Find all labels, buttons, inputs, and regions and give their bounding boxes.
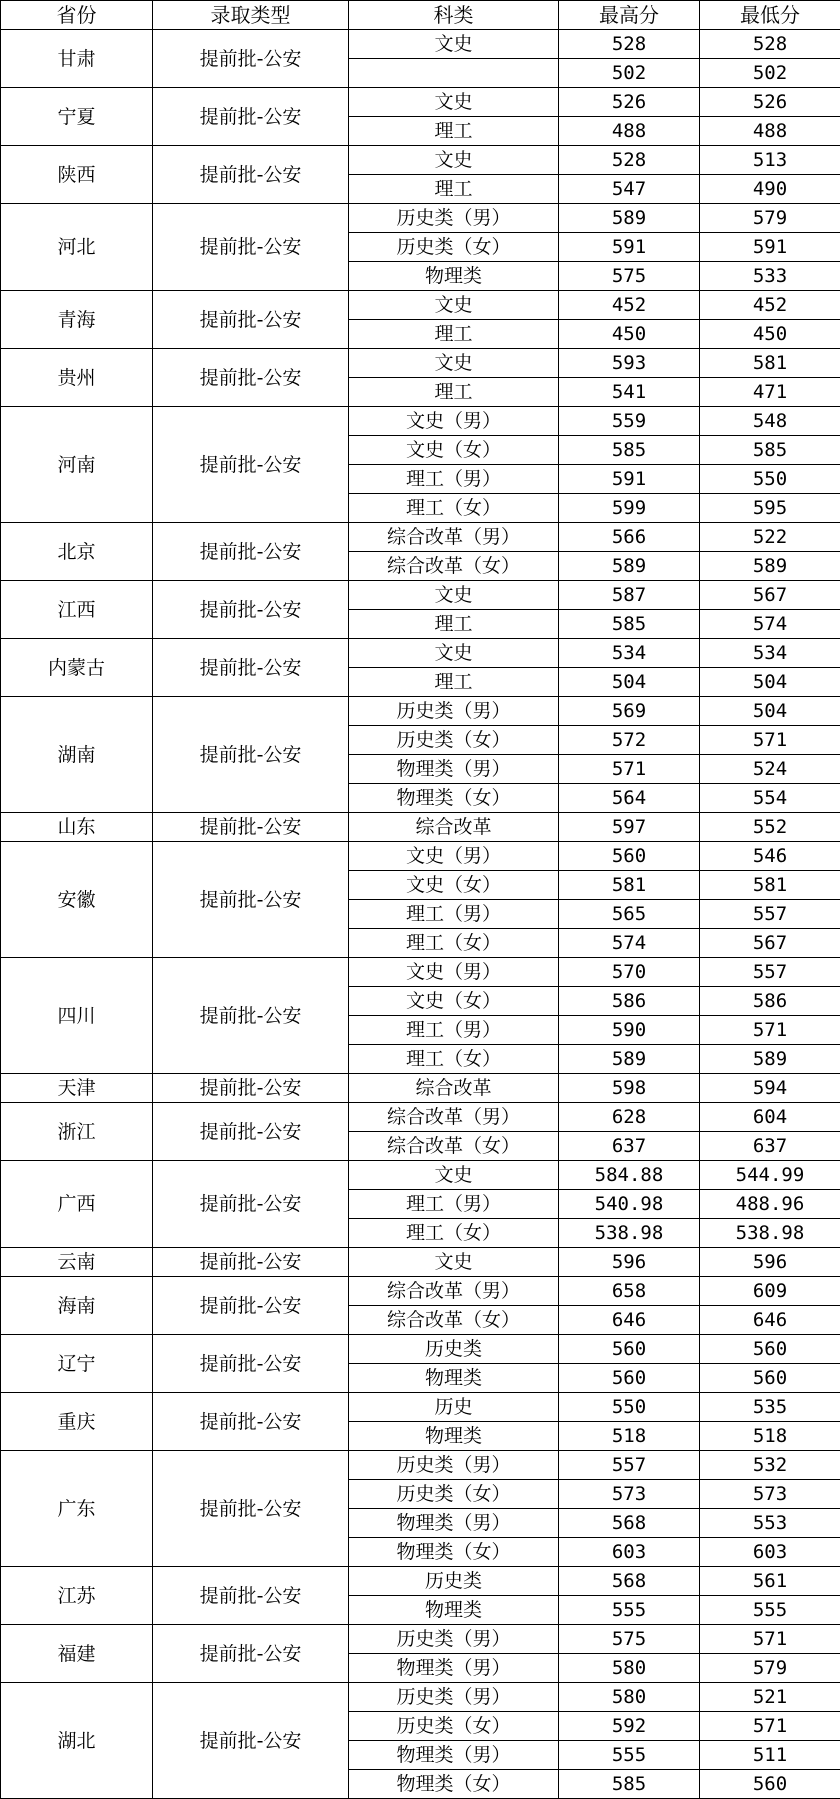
max-score-cell: 591: [559, 465, 700, 494]
subject-cell: 理工: [349, 610, 559, 639]
max-score-cell: 574: [559, 929, 700, 958]
subject-cell: 综合改革（男）: [349, 1277, 559, 1306]
min-score-cell: 574: [700, 610, 840, 639]
admission-type-cell: 提前批-公安: [153, 1103, 349, 1161]
min-score-cell: 504: [700, 697, 840, 726]
max-score-cell: 570: [559, 958, 700, 987]
admission-type-cell: 提前批-公安: [153, 146, 349, 204]
max-score-cell: 580: [559, 1683, 700, 1712]
subject-cell: 历史类（女）: [349, 233, 559, 262]
subject-cell: 理工（男）: [349, 1016, 559, 1045]
province-cell: 天津: [1, 1074, 153, 1103]
table-row: [1, 204, 840, 233]
min-score-cell: 594: [700, 1074, 840, 1103]
subject-cell: 文史（女）: [349, 871, 559, 900]
province-cell: 湖北: [1, 1683, 153, 1799]
max-score-cell: 547: [559, 175, 700, 204]
min-score-cell: 555: [700, 1596, 840, 1625]
table-row: [1, 697, 840, 726]
min-score-cell: 579: [700, 1654, 840, 1683]
min-score-cell: 591: [700, 233, 840, 262]
max-score-cell: 559: [559, 407, 700, 436]
min-score-cell: 603: [700, 1538, 840, 1567]
table-row: [1, 639, 840, 668]
subject-cell: 理工（男）: [349, 900, 559, 929]
subject-cell: 理工: [349, 175, 559, 204]
subject-cell: 历史类（女）: [349, 1712, 559, 1741]
subject-cell: 综合改革: [349, 813, 559, 842]
subject-cell: 综合改革（男）: [349, 523, 559, 552]
min-score-cell: 471: [700, 378, 840, 407]
admission-type-cell: 提前批-公安: [153, 88, 349, 146]
subject-cell: [349, 59, 559, 88]
admission-type-cell: 提前批-公安: [153, 1277, 349, 1335]
min-score-cell: 571: [700, 1712, 840, 1741]
max-score-cell: 587: [559, 581, 700, 610]
min-score-cell: 560: [700, 1770, 840, 1799]
max-score-cell: 534: [559, 639, 700, 668]
max-score-cell: 628: [559, 1103, 700, 1132]
min-score-cell: 573: [700, 1480, 840, 1509]
max-score-cell: 573: [559, 1480, 700, 1509]
province-cell: 宁夏: [1, 88, 153, 146]
subject-cell: 理工: [349, 117, 559, 146]
max-score-cell: 585: [559, 610, 700, 639]
subject-cell: 文史: [349, 146, 559, 175]
province-cell: 广东: [1, 1451, 153, 1567]
min-score-cell: 589: [700, 552, 840, 581]
min-score-cell: 534: [700, 639, 840, 668]
min-score-cell: 560: [700, 1364, 840, 1393]
province-cell: 四川: [1, 958, 153, 1074]
province-cell: 福建: [1, 1625, 153, 1683]
subject-cell: 物理类: [349, 1596, 559, 1625]
max-score-cell: 555: [559, 1741, 700, 1770]
max-score-cell: 585: [559, 1770, 700, 1799]
table-row: [1, 30, 840, 59]
table-row: [1, 1335, 840, 1364]
subject-cell: 理工（女）: [349, 1045, 559, 1074]
table-row: [1, 1248, 840, 1277]
min-score-cell: 548: [700, 407, 840, 436]
min-score-cell: 452: [700, 291, 840, 320]
subject-cell: 物理类（男）: [349, 1741, 559, 1770]
max-score-cell: 592: [559, 1712, 700, 1741]
max-score-cell: 591: [559, 233, 700, 262]
subject-cell: 文史（女）: [349, 987, 559, 1016]
min-score-cell: 532: [700, 1451, 840, 1480]
min-score-cell: 557: [700, 900, 840, 929]
subject-cell: 理工: [349, 378, 559, 407]
max-score-cell: 637: [559, 1132, 700, 1161]
min-score-cell: 526: [700, 88, 840, 117]
max-score-cell: 560: [559, 842, 700, 871]
table-row: [1, 146, 840, 175]
min-score-cell: 637: [700, 1132, 840, 1161]
max-score-cell: 575: [559, 1625, 700, 1654]
table-row: [1, 958, 840, 987]
header-row: [1, 1, 840, 30]
subject-cell: 历史类（男）: [349, 204, 559, 233]
subject-cell: 物理类（女）: [349, 784, 559, 813]
max-score-cell: 568: [559, 1567, 700, 1596]
subject-cell: 综合改革（女）: [349, 552, 559, 581]
province-cell: 广西: [1, 1161, 153, 1248]
min-score-cell: 581: [700, 349, 840, 378]
admission-type-cell: 提前批-公安: [153, 697, 349, 813]
max-score-cell: 585: [559, 436, 700, 465]
header-subject: 科类: [349, 1, 559, 30]
max-score-cell: 528: [559, 30, 700, 59]
min-score-cell: 560: [700, 1335, 840, 1364]
subject-cell: 文史（男）: [349, 958, 559, 987]
admission-type-cell: 提前批-公安: [153, 581, 349, 639]
province-cell: 河南: [1, 407, 153, 523]
subject-cell: 理工（女）: [349, 1219, 559, 1248]
table-row: [1, 813, 840, 842]
province-cell: 江苏: [1, 1567, 153, 1625]
subject-cell: 历史类（男）: [349, 697, 559, 726]
admission-type-cell: 提前批-公安: [153, 407, 349, 523]
max-score-cell: 560: [559, 1364, 700, 1393]
subject-cell: 文史（男）: [349, 407, 559, 436]
max-score-cell: 526: [559, 88, 700, 117]
min-score-cell: 528: [700, 30, 840, 59]
admission-type-cell: 提前批-公安: [153, 1683, 349, 1799]
admission-type-cell: 提前批-公安: [153, 291, 349, 349]
province-cell: 湖南: [1, 697, 153, 813]
province-cell: 浙江: [1, 1103, 153, 1161]
table-row: [1, 581, 840, 610]
subject-cell: 理工（女）: [349, 929, 559, 958]
subject-cell: 历史类（女）: [349, 726, 559, 755]
subject-cell: 历史类: [349, 1335, 559, 1364]
max-score-cell: 581: [559, 871, 700, 900]
province-cell: 内蒙古: [1, 639, 153, 697]
min-score-cell: 557: [700, 958, 840, 987]
subject-cell: 文史: [349, 30, 559, 59]
min-score-cell: 488.96: [700, 1190, 840, 1219]
max-score-cell: 488: [559, 117, 700, 146]
subject-cell: 理工（女）: [349, 494, 559, 523]
table-row: [1, 349, 840, 378]
max-score-cell: 528: [559, 146, 700, 175]
max-score-cell: 571: [559, 755, 700, 784]
table-row: [1, 1103, 840, 1132]
min-score-cell: 490: [700, 175, 840, 204]
min-score-cell: 585: [700, 436, 840, 465]
subject-cell: 理工: [349, 668, 559, 697]
min-score-cell: 546: [700, 842, 840, 871]
subject-cell: 综合改革: [349, 1074, 559, 1103]
max-score-cell: 598: [559, 1074, 700, 1103]
max-score-cell: 518: [559, 1422, 700, 1451]
province-cell: 江西: [1, 581, 153, 639]
min-score-cell: 504: [700, 668, 840, 697]
max-score-cell: 589: [559, 552, 700, 581]
province-cell: 北京: [1, 523, 153, 581]
max-score-cell: 566: [559, 523, 700, 552]
header-province: 省份: [1, 1, 153, 30]
province-cell: 山东: [1, 813, 153, 842]
province-cell: 辽宁: [1, 1335, 153, 1393]
table-row: [1, 1074, 840, 1103]
min-score-cell: 550: [700, 465, 840, 494]
table-row: [1, 407, 840, 436]
min-score-cell: 595: [700, 494, 840, 523]
min-score-cell: 589: [700, 1045, 840, 1074]
subject-cell: 历史类（男）: [349, 1625, 559, 1654]
subject-cell: 文史: [349, 349, 559, 378]
subject-cell: 理工（男）: [349, 1190, 559, 1219]
admission-type-cell: 提前批-公安: [153, 30, 349, 88]
province-cell: 重庆: [1, 1393, 153, 1451]
admission-type-cell: 提前批-公安: [153, 523, 349, 581]
admission-type-cell: 提前批-公安: [153, 842, 349, 958]
max-score-cell: 646: [559, 1306, 700, 1335]
table-row: [1, 1451, 840, 1480]
subject-cell: 文史（男）: [349, 842, 559, 871]
subject-cell: 物理类（女）: [349, 1770, 559, 1799]
min-score-cell: 571: [700, 726, 840, 755]
min-score-cell: 604: [700, 1103, 840, 1132]
subject-cell: 物理类: [349, 1364, 559, 1393]
min-score-cell: 450: [700, 320, 840, 349]
table-row: [1, 291, 840, 320]
subject-cell: 文史: [349, 88, 559, 117]
min-score-cell: 567: [700, 581, 840, 610]
admission-type-cell: 提前批-公安: [153, 1393, 349, 1451]
admission-type-cell: 提前批-公安: [153, 639, 349, 697]
min-score-cell: 513: [700, 146, 840, 175]
min-score-cell: 609: [700, 1277, 840, 1306]
max-score-cell: 593: [559, 349, 700, 378]
province-cell: 陕西: [1, 146, 153, 204]
max-score-cell: 450: [559, 320, 700, 349]
header-admission-type: 录取类型: [153, 1, 349, 30]
min-score-cell: 524: [700, 755, 840, 784]
subject-cell: 文史: [349, 1248, 559, 1277]
min-score-cell: 567: [700, 929, 840, 958]
table-row: [1, 1393, 840, 1422]
max-score-cell: 541: [559, 378, 700, 407]
header-max-score: 最高分: [559, 1, 700, 30]
max-score-cell: 569: [559, 697, 700, 726]
subject-cell: 理工（男）: [349, 465, 559, 494]
province-cell: 海南: [1, 1277, 153, 1335]
max-score-cell: 565: [559, 900, 700, 929]
subject-cell: 综合改革（女）: [349, 1306, 559, 1335]
subject-cell: 物理类（男）: [349, 1654, 559, 1683]
max-score-cell: 603: [559, 1538, 700, 1567]
max-score-cell: 590: [559, 1016, 700, 1045]
max-score-cell: 586: [559, 987, 700, 1016]
table-row: [1, 1567, 840, 1596]
admission-type-cell: 提前批-公安: [153, 958, 349, 1074]
province-cell: 河北: [1, 204, 153, 291]
min-score-cell: 586: [700, 987, 840, 1016]
subject-cell: 理工: [349, 320, 559, 349]
subject-cell: 文史: [349, 639, 559, 668]
subject-cell: 物理类（女）: [349, 1538, 559, 1567]
subject-cell: 文史（女）: [349, 436, 559, 465]
table-row: [1, 842, 840, 871]
max-score-cell: 589: [559, 1045, 700, 1074]
header-min-score: 最低分: [700, 1, 840, 30]
max-score-cell: 580: [559, 1654, 700, 1683]
min-score-cell: 544.99: [700, 1161, 840, 1190]
table-row: [1, 1625, 840, 1654]
subject-cell: 综合改革（男）: [349, 1103, 559, 1132]
admission-type-cell: 提前批-公安: [153, 813, 349, 842]
province-cell: 青海: [1, 291, 153, 349]
subject-cell: 历史: [349, 1393, 559, 1422]
max-score-cell: 538.98: [559, 1219, 700, 1248]
subject-cell: 物理类: [349, 1422, 559, 1451]
min-score-cell: 538.98: [700, 1219, 840, 1248]
min-score-cell: 533: [700, 262, 840, 291]
max-score-cell: 560: [559, 1335, 700, 1364]
subject-cell: 历史类: [349, 1567, 559, 1596]
table-row: [1, 1277, 840, 1306]
province-cell: 云南: [1, 1248, 153, 1277]
max-score-cell: 504: [559, 668, 700, 697]
max-score-cell: 658: [559, 1277, 700, 1306]
subject-cell: 物理类: [349, 262, 559, 291]
min-score-cell: 646: [700, 1306, 840, 1335]
subject-cell: 历史类（女）: [349, 1480, 559, 1509]
admission-type-cell: 提前批-公安: [153, 1161, 349, 1248]
admission-type-cell: 提前批-公安: [153, 1625, 349, 1683]
table-row: [1, 1161, 840, 1190]
admission-type-cell: 提前批-公安: [153, 349, 349, 407]
max-score-cell: 564: [559, 784, 700, 813]
min-score-cell: 571: [700, 1625, 840, 1654]
province-cell: 安徽: [1, 842, 153, 958]
table-row: [1, 88, 840, 117]
subject-cell: 历史类（男）: [349, 1683, 559, 1712]
max-score-cell: 540.98: [559, 1190, 700, 1219]
min-score-cell: 581: [700, 871, 840, 900]
max-score-cell: 555: [559, 1596, 700, 1625]
max-score-cell: 568: [559, 1509, 700, 1538]
max-score-cell: 575: [559, 262, 700, 291]
table-row: [1, 523, 840, 552]
min-score-cell: 488: [700, 117, 840, 146]
min-score-cell: 502: [700, 59, 840, 88]
max-score-cell: 589: [559, 204, 700, 233]
max-score-cell: 597: [559, 813, 700, 842]
max-score-cell: 572: [559, 726, 700, 755]
max-score-cell: 584.88: [559, 1161, 700, 1190]
subject-cell: 物理类（男）: [349, 1509, 559, 1538]
admission-type-cell: 提前批-公安: [153, 1567, 349, 1625]
min-score-cell: 554: [700, 784, 840, 813]
province-cell: 甘肃: [1, 30, 153, 88]
table-row: [1, 1683, 840, 1712]
max-score-cell: 502: [559, 59, 700, 88]
province-cell: 贵州: [1, 349, 153, 407]
min-score-cell: 579: [700, 204, 840, 233]
max-score-cell: 557: [559, 1451, 700, 1480]
subject-cell: 物理类（男）: [349, 755, 559, 784]
subject-cell: 文史: [349, 291, 559, 320]
admission-type-cell: 提前批-公安: [153, 1335, 349, 1393]
admission-type-cell: 提前批-公安: [153, 1248, 349, 1277]
min-score-cell: 522: [700, 523, 840, 552]
min-score-cell: 561: [700, 1567, 840, 1596]
min-score-cell: 535: [700, 1393, 840, 1422]
min-score-cell: 553: [700, 1509, 840, 1538]
min-score-cell: 596: [700, 1248, 840, 1277]
max-score-cell: 599: [559, 494, 700, 523]
admission-type-cell: 提前批-公安: [153, 204, 349, 291]
min-score-cell: 521: [700, 1683, 840, 1712]
admission-type-cell: 提前批-公安: [153, 1451, 349, 1567]
min-score-cell: 511: [700, 1741, 840, 1770]
min-score-cell: 518: [700, 1422, 840, 1451]
min-score-cell: 552: [700, 813, 840, 842]
subject-cell: 文史: [349, 1161, 559, 1190]
subject-cell: 文史: [349, 581, 559, 610]
subject-cell: 综合改革（女）: [349, 1132, 559, 1161]
max-score-cell: 550: [559, 1393, 700, 1422]
admission-type-cell: 提前批-公安: [153, 1074, 349, 1103]
min-score-cell: 571: [700, 1016, 840, 1045]
max-score-cell: 452: [559, 291, 700, 320]
subject-cell: 历史类（男）: [349, 1451, 559, 1480]
max-score-cell: 596: [559, 1248, 700, 1277]
table-body: [1, 30, 840, 1799]
